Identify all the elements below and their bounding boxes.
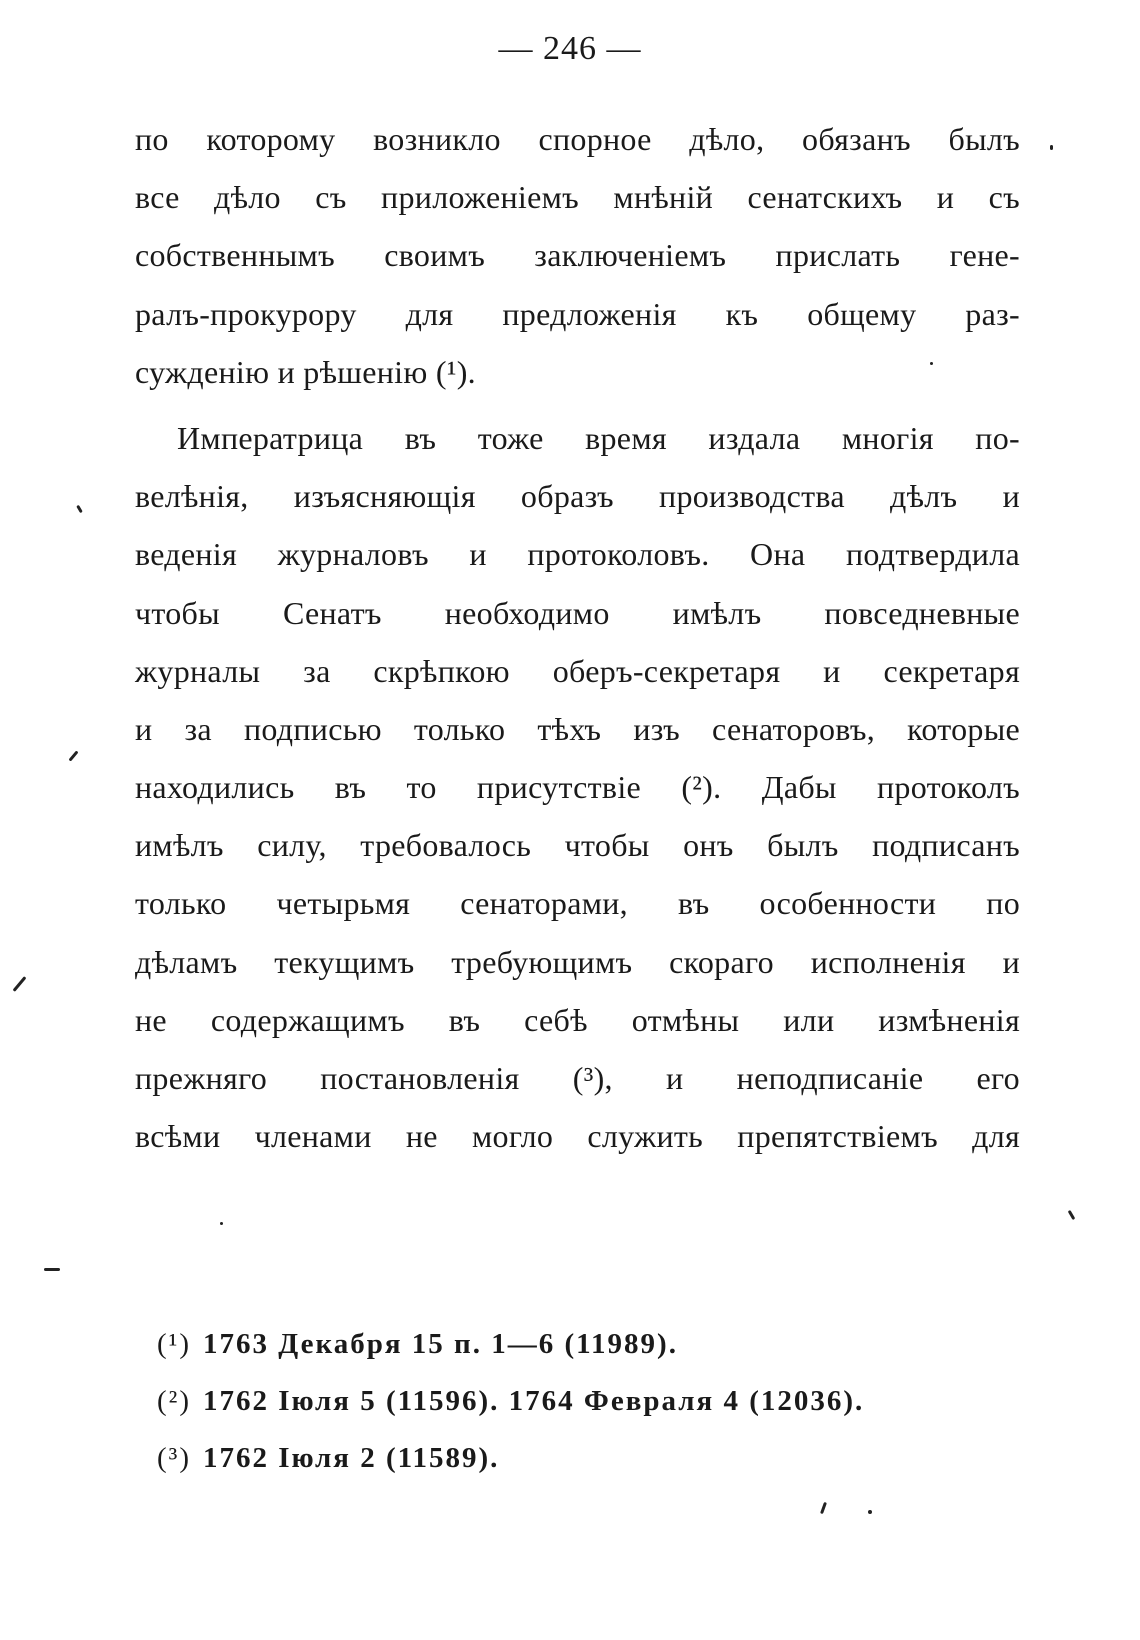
footnote-ref-1: (¹).	[435, 353, 476, 390]
paragraph-gap	[135, 401, 1020, 409]
footnote-mark: (³)	[157, 1442, 192, 1474]
text-line: только четырьмя сенаторами, въ особенности по	[135, 885, 1020, 922]
footnote-text: 1762 Іюля 2 (11589).	[203, 1442, 500, 1474]
scan-speck	[930, 362, 933, 365]
footnote-mark: (¹)	[157, 1328, 192, 1360]
text-line: веденія журналовъ и протоколовъ. Она подтвердила	[135, 536, 1020, 573]
text-fragment: прежняго постановленія	[135, 1060, 520, 1096]
text-line	[135, 1049, 1020, 1107]
footnotes	[157, 1316, 1037, 1487]
text-fragment: Дабы протоколъ	[761, 769, 1020, 806]
footnote-text: 1763 Декабря 15 п. 1—6 (11989).	[203, 1328, 678, 1360]
scan-speck	[1068, 1210, 1076, 1220]
text-line: не содержащимъ въ себѣ отмѣны или измѣненія	[135, 1001, 1020, 1038]
footnote-2	[157, 1373, 1037, 1430]
footnote-text: 1762 Іюля 5 (11596). 1764 Февраля 4 (12036).	[203, 1385, 865, 1417]
text-line: велѣнія, изъясняющія образъ производства дѣлъ и	[135, 478, 1020, 515]
text-line: Императрица въ тоже время издала многія по-	[177, 419, 1020, 456]
text-line: по которому возникло спорное дѣло, обязанъ былъ	[135, 121, 1020, 157]
text-line: дѣламъ текущимъ требующимъ скораго исполненія и	[135, 943, 1020, 980]
text-line: журналы за скрѣпкою оберъ-секретаря и секретаря	[135, 652, 1020, 689]
footnote-ref-2: (²).	[681, 769, 722, 806]
text-line: всѣми членами не могло служить препятствіемъ для	[135, 1118, 1020, 1155]
scan-speck	[820, 1502, 827, 1514]
page-number: — 246 —	[498, 30, 642, 67]
text-line: чтобы Сенатъ необходимо имѣлъ повседневные	[135, 594, 1020, 631]
scan-speck	[868, 1510, 872, 1514]
text-line: имѣлъ силу, требовалось чтобы онъ былъ подписанъ	[135, 827, 1020, 864]
body-text	[135, 110, 1020, 1165]
scan-speck	[1050, 145, 1053, 150]
scan-speck	[13, 976, 27, 992]
text-line: ралъ-прокурору для предложенія къ общему раз-	[135, 295, 1020, 332]
text-line	[135, 343, 1020, 401]
scan-speck	[220, 1222, 223, 1225]
text-line	[135, 758, 1020, 816]
text-line: и за подписью только тѣхъ изъ сенаторовъ, которые	[135, 710, 1020, 747]
scan-speck	[44, 1268, 60, 1271]
text-fragment: сужденію и рѣшенію	[135, 353, 428, 390]
scan-speck	[68, 750, 78, 761]
text-fragment: находились въ то присутствіе	[135, 769, 642, 806]
footnote-1	[157, 1316, 1037, 1373]
footnote-mark: (²)	[157, 1385, 192, 1417]
scan-speck	[76, 505, 83, 513]
footnote-ref-3: (³),	[572, 1060, 613, 1096]
text-line: все дѣло съ приложеніемъ мнѣній сенатскихъ и съ	[135, 179, 1020, 216]
footnote-3	[157, 1430, 1037, 1487]
text-line: собственнымъ своимъ заключеніемъ прислать гене-	[135, 237, 1020, 274]
text-fragment: и неподписаніе его	[666, 1060, 1020, 1096]
